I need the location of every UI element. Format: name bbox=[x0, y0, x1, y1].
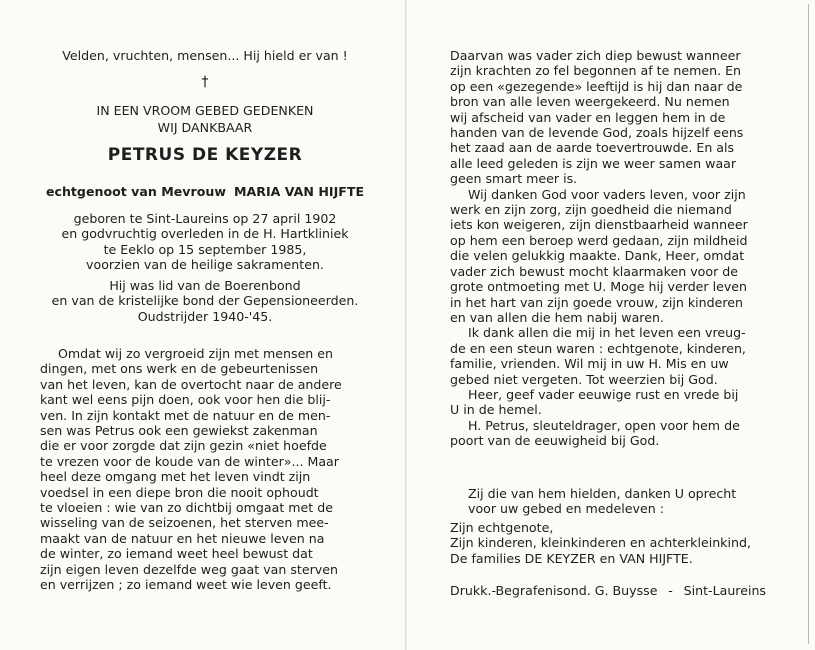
paragraph-line: de winter, zo iemand weet heel bewust dat bbox=[40, 546, 313, 562]
motto: Velden, vruchten, mensen... Hij hield er van ! bbox=[62, 48, 348, 63]
paragraph-line: zijn eigen leven dezelfde weg gaat van sterven bbox=[40, 561, 338, 577]
text-line: die velen gelukkig maakte. Dank, Heer, omdat bbox=[450, 248, 745, 264]
paragraph-line: van het leven, kan de overtocht naar de andere bbox=[40, 376, 342, 392]
paragraph-line: ven. In zijn kontakt met de natuur en de men- bbox=[40, 407, 331, 423]
text-line: U in de hemel. bbox=[450, 402, 542, 418]
family-line: Zijn kinderen, kleinkinderen en achterkleinkind, bbox=[450, 535, 751, 551]
gebed-line1: IN EEN VROOM GEBED GEDENKEN bbox=[96, 103, 314, 118]
bio-line: geboren te Sint-Laureins op 27 april 1902 bbox=[73, 211, 337, 226]
text-line: Heer, geef vader eeuwige rust en vrede bij bbox=[468, 386, 739, 402]
paragraph-line: voedsel in een diepe bron die nooit ophoudt bbox=[40, 484, 319, 500]
text-line: de en een steun waren : echtgenote, kinderen, bbox=[450, 340, 746, 356]
text-line: werk en zijn zorg, zijn goedheid die niemand bbox=[450, 202, 732, 218]
text-line: vader zich bewust mocht klaarmaken voor de bbox=[450, 263, 738, 279]
member-block bbox=[40, 278, 370, 324]
paragraph-line: te vrezen voor de koude van de winter»... Maar bbox=[40, 453, 339, 469]
text-line: en van allen die hem nabij waren. bbox=[450, 309, 664, 325]
text-line: het zaad aan de aarde toevertrouwde. En als bbox=[450, 140, 735, 156]
thanks-line: Zij die van hem hielden, danken U oprecht bbox=[468, 486, 737, 501]
bio-block bbox=[40, 211, 370, 273]
text-line: Wij danken God voor vaders leven, voor zijn bbox=[468, 186, 746, 202]
paragraph-line: te vloeien : wie van zo dichtbij omgaat met de bbox=[40, 500, 333, 516]
paragraph bbox=[40, 346, 370, 593]
thanks-block bbox=[450, 486, 766, 517]
paragraph-line: dingen, met ons werk en de gebeurtenissen bbox=[40, 361, 319, 377]
paragraph-line: sen was Petrus ook een gewiekst zakenman bbox=[40, 423, 318, 439]
spouse-name: MARIA VAN HIJFTE bbox=[233, 184, 365, 199]
paragraph-line: kant wel eens pijn doen, ook voor hen die blij- bbox=[40, 392, 331, 408]
paragraph-line: Omdat wij zo vergroeid zijn met mensen en bbox=[58, 346, 334, 361]
text-line: Ik dank allen die mij in het leven een vreug- bbox=[468, 325, 746, 341]
bio-line: en godvruchtig overleden in de H. Hartkliniek bbox=[61, 226, 349, 242]
printer-name: Drukk.-Begrafenisond. G. Buysse bbox=[450, 583, 658, 598]
cross-icon: † bbox=[201, 74, 209, 90]
card-fold bbox=[405, 0, 407, 650]
family-line: Zijn echtgenote, bbox=[450, 520, 554, 535]
bio-line: voorzien van de heilige sakramenten. bbox=[86, 257, 324, 273]
family-line: De families DE KEYZER en VAN HIJFTE. bbox=[450, 550, 693, 566]
member-line: Oudstrijder 1940-'45. bbox=[137, 308, 273, 324]
paragraph-line: maakt van de natuur en het nieuwe leven na bbox=[40, 530, 325, 546]
card-edge bbox=[808, 4, 809, 644]
text-line: familie, vrienden. Wil mij in uw H. Mis en uw bbox=[450, 356, 729, 372]
text-line: zijn krachten zo fel begonnen af te nemen. En bbox=[450, 63, 742, 79]
text-line: wij afscheid van vader en leggen hem in de bbox=[450, 109, 726, 125]
deceased-name: PETRUS DE KEYZER bbox=[107, 145, 303, 165]
right-text bbox=[450, 48, 766, 449]
text-line: handen van de levende God, zoals hijzelf eens bbox=[450, 125, 744, 141]
paragraph-line: en verrijzen ; zo iemand weet wie leven geeft. bbox=[40, 577, 332, 593]
text-line: op hem een beroep werd gedaan, zijn mildheid bbox=[450, 232, 748, 248]
bio-line: te Eeklo op 15 september 1985, bbox=[103, 241, 307, 257]
text-line: bron van alle leven weergekeerd. Nu nemen bbox=[450, 94, 730, 110]
text-line: iets kon weigeren, zijn dienstbaarheid wanneer bbox=[450, 217, 748, 233]
member-line: Hij was lid van de Boerenbond bbox=[109, 278, 301, 293]
family-block bbox=[450, 520, 766, 566]
gebed-line2: WIJ DANKBAAR bbox=[157, 120, 253, 135]
text-line: H. Petrus, sleuteldrager, open voor hem de bbox=[468, 417, 740, 433]
paragraph-line: wisseling van de seizoenen, het sterven mee- bbox=[40, 515, 329, 531]
text-line: poort van de eeuwigheid bij God. bbox=[450, 433, 660, 449]
text-line: op een «gezegende» leeftijd is hij dan naar de bbox=[450, 78, 743, 94]
spouse-line bbox=[40, 184, 370, 199]
text-line: in het hart van zijn goede vrouw, zijn kinderen bbox=[450, 294, 744, 310]
printer-line bbox=[450, 583, 766, 598]
printer-place: Sint-Laureins bbox=[683, 583, 766, 598]
text-line: alle leed geleden is zijn we weer samen waar bbox=[450, 155, 737, 171]
member-line: en van de kristelijke bond der Gepensioneerden. bbox=[51, 293, 359, 309]
text-line: grote ontmoeting met U. Moge hij verder leven bbox=[450, 279, 748, 295]
printer-separator: - bbox=[668, 583, 673, 598]
thanks-line: voor uw gebed en medeleven : bbox=[468, 501, 664, 517]
paragraph-line: heel deze omgang met het leven vindt zijn bbox=[40, 469, 311, 485]
text-line: Daarvan was vader zich diep bewust wanneer bbox=[450, 48, 741, 63]
paragraph-line: die er voor zorgde dat zijn gezin «niet hoefde bbox=[40, 438, 327, 454]
spouse-prefix: echtgenoot van Mevrouw bbox=[45, 184, 226, 199]
text-line: geen smart meer is. bbox=[450, 171, 578, 187]
text-line: gebed niet vergeten. Tot weerzien bij God. bbox=[450, 371, 718, 387]
